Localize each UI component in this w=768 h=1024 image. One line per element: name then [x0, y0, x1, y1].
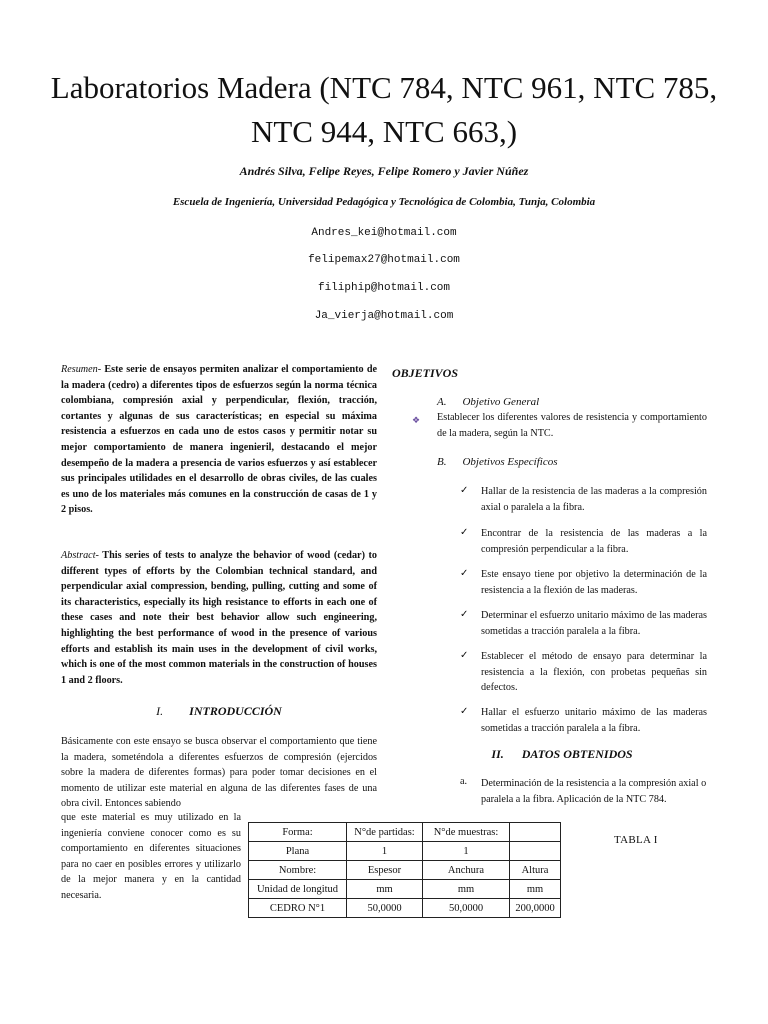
table-cell: mm	[423, 880, 510, 899]
objetivo-general-heading	[437, 396, 539, 408]
email-4[interactable]: Ja_vierja@hotmail.com	[314, 310, 454, 322]
table-cell	[510, 842, 561, 861]
datos-number: II.	[491, 747, 504, 761]
table-cell: N°de muestras:	[423, 823, 510, 842]
table-cell: CEDRO N°1	[249, 899, 347, 918]
especificos-title: Objetivos Específicos	[462, 456, 558, 468]
table-cell: 1	[347, 842, 423, 861]
table-cell: Anchura	[423, 861, 510, 880]
table-cell: Unidad de longitud	[249, 880, 347, 899]
table-cell: Espesor	[347, 861, 423, 880]
table-cell: mm	[510, 880, 561, 899]
table-cell: 200,0000	[510, 899, 561, 918]
resumen-label: Resumen-	[61, 364, 102, 375]
objetivo-item: Este ensayo tiene por objetivo la determinación de la resistencia a la flexión de las maderas.	[481, 569, 707, 596]
paper-title: Laboratorios Madera (NTC 784, NTC 961, NTC 785, NTC 944, NTC 663,)	[50, 70, 718, 149]
table-cell: 50,0000	[423, 899, 510, 918]
abstract	[61, 548, 377, 688]
checkmark-icon: ✓	[460, 609, 469, 620]
abstract-text: This series of tests to analyze the behavior of wood (cedar) to different types of efforts by the Colombian technical standard, and perpendicular axial compression, bending, pulling, cutting and some of its characteristics, especially its high resistance to efforts in each one of these cases and note their best behavior allow such engineering, highlighting the best performance of wood in the presence of various efforts and establish its main uses in the development of civil works, which is one of the most common materials in the construction of houses 1 and 2 floors.	[61, 550, 377, 686]
email-2[interactable]: felipemax27@hotmail.com	[308, 254, 460, 266]
checkmark-icon: ✓	[460, 568, 469, 579]
table-cell: Plana	[249, 842, 347, 861]
checkmark-icon: ✓	[460, 527, 469, 538]
checkmark-icon: ✓	[460, 650, 469, 661]
intro-paragraph: Básicamente con este ensayo se busca observar el comportamiento que tiene la madera, someténdola a diferentes esfuerzos de compresión (ejercidos sobre la madera de diferentes formas) para poder tomar decisiones en el momento de utilizar este material en alguna de las diferentes fases de una obra civil. Entonces sabiendo	[61, 736, 377, 810]
datos-heading	[392, 747, 732, 762]
table-row	[249, 861, 561, 880]
authors: Andrés Silva, Felipe Reyes, Felipe Romero y Javier Núñez	[239, 164, 529, 178]
item-a-text: Determinación de la resistencia a la compresión axial o paralela a la fibra. Aplicación de la NTC 784.	[481, 778, 707, 805]
email-1[interactable]: Andres_kei@hotmail.com	[311, 227, 457, 239]
table-cell: 50,0000	[347, 899, 423, 918]
bullet-diamond-icon: ❖	[412, 415, 421, 425]
table-row	[249, 823, 561, 842]
objetivo-item: Hallar el esfuerzo unitario máximo de las maderas sometidas a tracción paralela a la fibra.	[481, 707, 707, 734]
objetivo-item: Establecer el método de ensayo para determinar la resistencia a la flexión, con probetas pequeñas sin defectos.	[481, 651, 707, 694]
table-row	[249, 880, 561, 899]
intro-number: I.	[156, 704, 164, 718]
datos-title: DATOS OBTENIDOS	[521, 747, 633, 761]
table-cell: 1	[423, 842, 510, 861]
email-3[interactable]: filiphip@hotmail.com	[317, 282, 451, 294]
objetivo-item: Hallar de la resistencia de las maderas a la compresión axial o paralela a la fibra.	[481, 486, 707, 513]
especificos-number: B.	[437, 456, 447, 468]
resumen-text: Este serie de ensayos permiten analizar el comportamiento de la madera (cedro) a diferentes tipos de esfuerzos según la norma técnica colombiana, compresión axial y perpendicular, flexión, tracción, cortantes y algunas de sus características; en especial su máxima resistencia a esfuerzos en cada uno de estos casos y permitir notar su mejor comportamiento de manera ingenieril, destacando el mejor desempeño de la madera a presencia de varios esfuerzos y así establecer sus principales utilidades en el desarrollo de obras civiles, de las cuales es uno de los materiales más comunes en la construcción de casas de 1 y 2 pisos.	[61, 364, 378, 516]
table-cell: mm	[347, 880, 423, 899]
objetivo-general-text: Establecer los diferentes valores de resistencia y comportamiento de la madera, según la NTC.	[437, 412, 707, 439]
objetivo-item: Determinar el esfuerzo unitario máximo de las maderas sometidas a tracción paralela a la fibra.	[481, 610, 708, 637]
intro-paragraph-continued: que este material es muy utilizado en la ingeniería conviene conocer como es su comportamiento en diferentes situaciones para no caer en posibles errores y utilizarlo de la mejor manera y en la cantidad necesaria.	[61, 812, 241, 901]
table-cell: Forma:	[249, 823, 347, 842]
data-table	[248, 822, 561, 918]
objetivos-heading: OBJETIVOS	[392, 366, 459, 380]
table-cell: Nombre:	[249, 861, 347, 880]
intro-heading	[61, 704, 377, 719]
objetivos-especificos-heading	[437, 456, 558, 468]
objetivo-item: Encontrar de la resistencia de las maderas a la compresión perpendicular a la fibra.	[481, 528, 707, 555]
abstract-label: Abstract-	[61, 550, 99, 561]
table-cell: N°de partidas:	[347, 823, 423, 842]
item-a-label: a.	[460, 776, 468, 787]
table-cell: Altura	[510, 861, 561, 880]
general-title: Objetivo General	[462, 396, 540, 408]
affiliation: Escuela de Ingeniería, Universidad Pedagógica y Tecnológica de Colombia, Tunja, Colombia	[172, 196, 596, 208]
table-cell	[510, 823, 561, 842]
table-row	[249, 899, 561, 918]
checkmark-icon: ✓	[460, 706, 469, 717]
table-caption: TABLA I	[614, 834, 658, 846]
table-row	[249, 842, 561, 861]
resumen	[61, 362, 377, 518]
intro-title: INTRODUCCIÓN	[189, 704, 282, 718]
general-number: A.	[437, 396, 447, 408]
checkmark-icon: ✓	[460, 485, 469, 496]
